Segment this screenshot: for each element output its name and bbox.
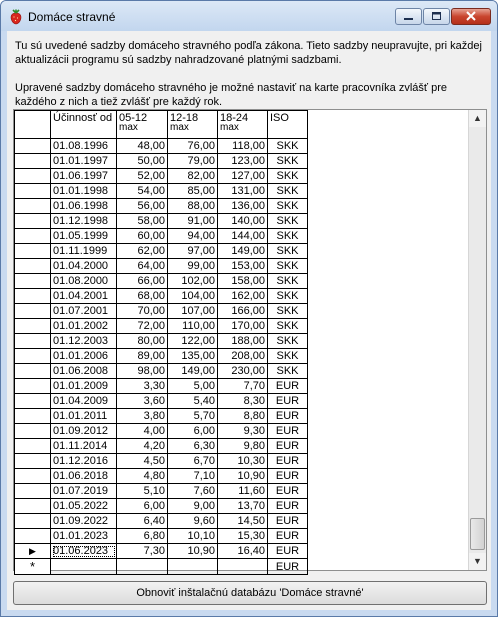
cell-iso[interactable]: SKK — [268, 349, 308, 364]
cell-effective-date[interactable]: 01.07.2019 — [51, 484, 117, 499]
cell-rate-05-12[interactable]: 3,80 — [117, 409, 168, 424]
cell-rate-05-12[interactable]: 4,20 — [117, 439, 168, 454]
table-row[interactable] — [15, 394, 308, 409]
cell-rate-05-12[interactable]: 62,00 — [117, 244, 168, 259]
column-header-sublabel: max — [220, 122, 239, 133]
cell-rate-05-12[interactable]: 60,00 — [117, 229, 168, 244]
table-row[interactable] — [15, 544, 308, 559]
cell-effective-date[interactable]: 01.08.1996 — [51, 139, 117, 154]
rates-grid[interactable] — [13, 109, 487, 574]
cell-iso[interactable]: EUR — [268, 454, 308, 469]
cell-rate-05-12[interactable]: 54,00 — [117, 184, 168, 199]
cell-rate-18-24[interactable]: 14,50 — [218, 514, 268, 529]
table-row[interactable] — [15, 334, 308, 349]
column-header-iso[interactable] — [268, 111, 308, 139]
table-row[interactable] — [15, 409, 308, 424]
cell-rate-05-12[interactable]: 6,40 — [117, 514, 168, 529]
cell-iso[interactable]: EUR — [268, 559, 308, 575]
cell-rate-12-18[interactable]: 7,10 — [168, 469, 218, 484]
title-bar[interactable] — [1, 1, 497, 31]
table-row[interactable] — [15, 379, 308, 394]
cell-rate-18-24[interactable]: 208,00 — [218, 349, 268, 364]
cell-rate-05-12[interactable]: 68,00 — [117, 289, 168, 304]
minimize-button[interactable] — [395, 8, 422, 25]
cell-iso[interactable]: EUR — [268, 544, 308, 559]
reset-database-button[interactable]: Obnoviť inštalačnú databázu 'Domáce stravné' — [13, 581, 487, 605]
cell-rate-05-12[interactable]: 48,00 — [117, 139, 168, 154]
column-header-18-24[interactable] — [218, 111, 268, 139]
table-row[interactable] — [15, 319, 308, 334]
dialog-client-area — [7, 31, 491, 610]
column-header-sublabel: max — [119, 122, 138, 133]
cell-rate-12-18[interactable]: 110,00 — [168, 319, 218, 334]
cell-iso[interactable]: SKK — [268, 364, 308, 379]
table-row[interactable] — [15, 304, 308, 319]
cell-iso[interactable]: SKK — [268, 334, 308, 349]
table-row[interactable] — [15, 154, 308, 169]
cell-effective-date[interactable]: 01.01.2023 — [51, 529, 117, 544]
cell-rate-05-12[interactable] — [117, 559, 168, 575]
cell-iso[interactable]: EUR — [268, 394, 308, 409]
table-row[interactable] — [15, 364, 308, 379]
cell-rate-12-18[interactable]: 135,00 — [168, 349, 218, 364]
cell-iso[interactable]: EUR — [268, 514, 308, 529]
cell-rate-18-24[interactable]: 131,00 — [218, 184, 268, 199]
row-selector[interactable] — [15, 319, 51, 334]
cell-iso[interactable]: SKK — [268, 199, 308, 214]
cell-rate-18-24[interactable] — [218, 559, 268, 575]
table-row[interactable] — [15, 259, 308, 274]
column-header-sublabel: max — [170, 122, 189, 133]
cell-effective-date[interactable]: 01.01.2009 — [51, 379, 117, 394]
row-selector[interactable] — [15, 169, 51, 184]
cell-iso[interactable]: SKK — [268, 184, 308, 199]
table-row[interactable] — [15, 169, 308, 184]
cell-rate-18-24[interactable]: 10,30 — [218, 454, 268, 469]
cell-rate-05-12[interactable]: 89,00 — [117, 349, 168, 364]
cell-rate-12-18[interactable]: 6,30 — [168, 439, 218, 454]
cell-effective-date[interactable]: 01.01.2002 — [51, 319, 117, 334]
cell-rate-12-18[interactable]: 102,00 — [168, 274, 218, 289]
cell-rate-12-18[interactable]: 9,00 — [168, 499, 218, 514]
cell-iso[interactable]: SKK — [268, 169, 308, 184]
cell-iso[interactable]: EUR — [268, 439, 308, 454]
cell-rate-05-12[interactable]: 66,00 — [117, 274, 168, 289]
column-header-label: 05-12 — [119, 112, 148, 124]
cell-rate-18-24[interactable]: 15,30 — [218, 529, 268, 544]
row-selector[interactable] — [15, 454, 51, 469]
column-header-effective-date[interactable] — [51, 111, 117, 139]
row-selector[interactable] — [15, 439, 51, 454]
cell-effective-date[interactable]: 01.05.2022 — [51, 499, 117, 514]
cell-rate-18-24[interactable]: 166,00 — [218, 304, 268, 319]
cell-iso[interactable]: SKK — [268, 274, 308, 289]
table-row[interactable] — [15, 214, 308, 229]
cell-effective-date[interactable]: 01.12.1998 — [51, 214, 117, 229]
table-row[interactable] — [15, 424, 308, 439]
cell-rate-05-12[interactable]: 5,10 — [117, 484, 168, 499]
cell-rate-18-24[interactable]: 170,00 — [218, 319, 268, 334]
table-row[interactable] — [15, 289, 308, 304]
scroll-up-button[interactable] — [469, 110, 486, 127]
rates-table — [14, 110, 308, 575]
cell-rate-18-24[interactable]: 10,90 — [218, 469, 268, 484]
cell-rate-18-24[interactable]: 118,00 — [218, 139, 268, 154]
row-selector[interactable] — [15, 514, 51, 529]
table-row[interactable] — [15, 469, 308, 484]
cell-rate-12-18[interactable]: 7,60 — [168, 484, 218, 499]
row-selector[interactable] — [15, 199, 51, 214]
cell-iso[interactable]: EUR — [268, 409, 308, 424]
cell-iso[interactable]: SKK — [268, 139, 308, 154]
cell-effective-date[interactable]: 01.04.2009 — [51, 394, 117, 409]
cell-effective-date[interactable]: 01.06.1997 — [51, 169, 117, 184]
maximize-icon — [424, 9, 449, 24]
cell-rate-12-18[interactable]: 82,00 — [168, 169, 218, 184]
cell-rate-05-12[interactable]: 56,00 — [117, 199, 168, 214]
cell-rate-18-24[interactable]: 9,80 — [218, 439, 268, 454]
row-selector[interactable] — [15, 334, 51, 349]
row-selector[interactable] — [15, 364, 51, 379]
cell-rate-18-24[interactable]: 153,00 — [218, 259, 268, 274]
table-row[interactable] — [15, 514, 308, 529]
cell-rate-18-24[interactable]: 136,00 — [218, 199, 268, 214]
cell-rate-18-24[interactable]: 11,60 — [218, 484, 268, 499]
row-selector[interactable] — [15, 139, 51, 154]
close-button[interactable] — [451, 8, 491, 25]
row-selector[interactable] — [15, 229, 51, 244]
cell-rate-05-12[interactable]: 6,00 — [117, 499, 168, 514]
cell-iso[interactable]: SKK — [268, 289, 308, 304]
table-row[interactable] — [15, 454, 308, 469]
cell-iso[interactable]: SKK — [268, 304, 308, 319]
cell-rate-18-24[interactable]: 230,00 — [218, 364, 268, 379]
cell-rate-12-18[interactable]: 149,00 — [168, 364, 218, 379]
cell-effective-date[interactable]: 01.06.2018 — [51, 469, 117, 484]
cell-rate-05-12[interactable]: 4,80 — [117, 469, 168, 484]
new-record-icon: * — [29, 559, 36, 574]
cell-rate-18-24[interactable]: 8,30 — [218, 394, 268, 409]
scroll-down-button[interactable] — [469, 553, 486, 570]
row-selector[interactable] — [15, 394, 51, 409]
cell-rate-12-18[interactable]: 6,70 — [168, 454, 218, 469]
row-selector[interactable] — [15, 214, 51, 229]
row-selector[interactable] — [15, 499, 51, 514]
cell-rate-05-12[interactable]: 80,00 — [117, 334, 168, 349]
cell-effective-date[interactable]: 01.07.2001 — [51, 304, 117, 319]
cell-rate-12-18[interactable]: 10,10 — [168, 529, 218, 544]
cell-effective-date[interactable]: 01.01.2011 — [51, 409, 117, 424]
minimize-icon — [396, 9, 421, 24]
row-selector[interactable] — [15, 409, 51, 424]
grid-header-row — [15, 111, 308, 139]
cell-effective-date[interactable]: 01.01.2006 — [51, 349, 117, 364]
cell-iso[interactable]: SKK — [268, 154, 308, 169]
cell-rate-12-18[interactable]: 99,00 — [168, 259, 218, 274]
cell-rate-05-12[interactable]: 50,00 — [117, 154, 168, 169]
table-row[interactable] — [15, 229, 308, 244]
cell-iso[interactable]: SKK — [268, 214, 308, 229]
row-selector[interactable] — [15, 469, 51, 484]
cell-iso[interactable]: EUR — [268, 529, 308, 544]
cell-effective-date[interactable]: 01.11.2014 — [51, 439, 117, 454]
cell-iso[interactable]: EUR — [268, 379, 308, 394]
cell-rate-12-18[interactable]: 97,00 — [168, 244, 218, 259]
row-selector[interactable] — [15, 184, 51, 199]
cell-rate-05-12[interactable]: 6,80 — [117, 529, 168, 544]
table-row[interactable] — [15, 439, 308, 454]
cell-effective-date[interactable] — [51, 559, 117, 575]
cell-effective-date[interactable]: 01.06.2023 — [51, 544, 117, 559]
cell-rate-18-24[interactable]: 7,70 — [218, 379, 268, 394]
table-row[interactable] — [15, 199, 308, 214]
cell-rate-05-12[interactable]: 3,30 — [117, 379, 168, 394]
cell-effective-date[interactable]: 01.01.1998 — [51, 184, 117, 199]
row-selector[interactable] — [15, 424, 51, 439]
cell-rate-18-24[interactable]: 162,00 — [218, 289, 268, 304]
row-selector[interactable] — [15, 259, 51, 274]
cell-rate-05-12[interactable]: 64,00 — [117, 259, 168, 274]
row-selector[interactable] — [15, 544, 51, 559]
column-header-label: 12-18 — [170, 112, 199, 124]
cell-rate-12-18[interactable]: 6,00 — [168, 424, 218, 439]
row-selector[interactable] — [15, 274, 51, 289]
table-row[interactable] — [15, 484, 308, 499]
cell-rate-12-18[interactable]: 94,00 — [168, 229, 218, 244]
cell-effective-date[interactable]: 01.04.2001 — [51, 289, 117, 304]
row-selector[interactable] — [15, 379, 51, 394]
cell-rate-05-12[interactable]: 58,00 — [117, 214, 168, 229]
cell-rate-18-24[interactable]: 13,70 — [218, 499, 268, 514]
cell-effective-date[interactable]: 01.01.1997 — [51, 154, 117, 169]
cell-rate-18-24[interactable]: 149,00 — [218, 244, 268, 259]
window-title: Domáce stravné — [28, 10, 116, 24]
cell-rate-05-12[interactable]: 52,00 — [117, 169, 168, 184]
cell-rate-05-12[interactable]: 4,50 — [117, 454, 168, 469]
cell-rate-12-18[interactable]: 5,00 — [168, 379, 218, 394]
cell-effective-date[interactable]: 01.06.2008 — [51, 364, 117, 379]
cell-iso[interactable]: SKK — [268, 319, 308, 334]
cell-rate-18-24[interactable]: 127,00 — [218, 169, 268, 184]
cell-rate-12-18[interactable] — [168, 559, 218, 575]
cell-rate-18-24[interactable]: 9,30 — [218, 424, 268, 439]
cell-effective-date[interactable]: 01.11.1999 — [51, 244, 117, 259]
cell-rate-12-18[interactable]: 10,90 — [168, 544, 218, 559]
column-header-label: 18-24 — [220, 112, 249, 124]
cell-rate-12-18[interactable]: 88,00 — [168, 199, 218, 214]
cell-rate-05-12[interactable]: 4,00 — [117, 424, 168, 439]
description-paragraph-1: Tu sú uvedené sadzby domáceho stravného podľa zákona. Tieto sadzby neupravujte, pri každej aktualizácii programu sú sadzby nahradzované platnými sadzbami. — [15, 40, 482, 66]
cell-rate-12-18[interactable]: 91,00 — [168, 214, 218, 229]
description-paragraph-2: Upravené sadzby domáceho stravného je možné nastaviť na karte pracovníka zvlášť pre každého z nich a tiež zvlášť pre každý rok. — [15, 82, 447, 108]
cell-rate-18-24[interactable]: 158,00 — [218, 274, 268, 289]
table-row[interactable] — [15, 184, 308, 199]
table-row[interactable] — [15, 274, 308, 289]
cell-effective-date[interactable]: 01.04.2000 — [51, 259, 117, 274]
row-selector[interactable] — [15, 559, 51, 575]
maximize-button[interactable] — [423, 8, 450, 25]
strawberry-app-icon — [8, 9, 24, 25]
cell-rate-05-12[interactable]: 7,30 — [117, 544, 168, 559]
cell-rate-18-24[interactable]: 144,00 — [218, 229, 268, 244]
cell-effective-date[interactable]: 01.12.2016 — [51, 454, 117, 469]
row-selector[interactable] — [15, 349, 51, 364]
table-row[interactable] — [15, 499, 308, 514]
table-row[interactable] — [15, 529, 308, 544]
vertical-scrollbar[interactable] — [468, 110, 486, 570]
cell-iso[interactable]: EUR — [268, 484, 308, 499]
close-icon — [452, 9, 490, 24]
cell-effective-date[interactable]: 01.05.1999 — [51, 229, 117, 244]
cell-effective-date[interactable]: 01.09.2012 — [51, 424, 117, 439]
cell-iso[interactable]: EUR — [268, 424, 308, 439]
column-header-05-12[interactable] — [117, 111, 168, 139]
table-row[interactable] — [15, 349, 308, 364]
cell-rate-05-12[interactable]: 3,60 — [117, 394, 168, 409]
cell-rate-12-18[interactable]: 5,70 — [168, 409, 218, 424]
cell-iso[interactable]: SKK — [268, 229, 308, 244]
cell-rate-18-24[interactable]: 140,00 — [218, 214, 268, 229]
cell-rate-12-18[interactable]: 104,00 — [168, 289, 218, 304]
cell-rate-05-12[interactable]: 70,00 — [117, 304, 168, 319]
column-header-label: ISO — [270, 112, 289, 124]
cell-effective-date[interactable]: 01.06.1998 — [51, 199, 117, 214]
cell-iso[interactable]: EUR — [268, 499, 308, 514]
cell-rate-18-24[interactable]: 8,80 — [218, 409, 268, 424]
column-header-12-18[interactable] — [168, 111, 218, 139]
cell-rate-12-18[interactable]: 79,00 — [168, 154, 218, 169]
cell-iso[interactable]: SKK — [268, 244, 308, 259]
scrollbar-thumb[interactable] — [470, 518, 485, 550]
cell-rate-12-18[interactable]: 107,00 — [168, 304, 218, 319]
arrow-up-icon: ▲ — [473, 113, 482, 123]
row-selector[interactable] — [15, 154, 51, 169]
column-header-label: Účinnosť od — [53, 112, 113, 124]
cell-rate-18-24[interactable]: 16,40 — [218, 544, 268, 559]
new-record-row[interactable] — [15, 559, 308, 575]
row-selector-header — [15, 111, 51, 139]
cell-rate-12-18[interactable]: 5,40 — [168, 394, 218, 409]
cell-rate-12-18[interactable]: 9,60 — [168, 514, 218, 529]
cell-rate-18-24[interactable]: 188,00 — [218, 334, 268, 349]
table-row[interactable] — [15, 139, 308, 154]
cell-rate-12-18[interactable]: 122,00 — [168, 334, 218, 349]
cell-rate-12-18[interactable]: 76,00 — [168, 139, 218, 154]
cell-rate-05-12[interactable]: 98,00 — [117, 364, 168, 379]
cell-rate-12-18[interactable]: 85,00 — [168, 184, 218, 199]
arrow-down-icon: ▼ — [473, 556, 482, 566]
cell-rate-18-24[interactable]: 123,00 — [218, 154, 268, 169]
current-row-icon: ▶ — [29, 546, 36, 556]
row-selector[interactable] — [15, 304, 51, 319]
table-row[interactable] — [15, 244, 308, 259]
cell-iso[interactable]: EUR — [268, 469, 308, 484]
cell-effective-date[interactable]: 01.08.2000 — [51, 274, 117, 289]
cell-rate-05-12[interactable]: 72,00 — [117, 319, 168, 334]
cell-effective-date[interactable]: 01.09.2022 — [51, 514, 117, 529]
row-selector[interactable] — [15, 529, 51, 544]
cell-iso[interactable]: SKK — [268, 259, 308, 274]
cell-effective-date[interactable]: 01.12.2003 — [51, 334, 117, 349]
row-selector[interactable] — [15, 484, 51, 499]
row-selector[interactable] — [15, 244, 51, 259]
row-selector[interactable] — [15, 289, 51, 304]
